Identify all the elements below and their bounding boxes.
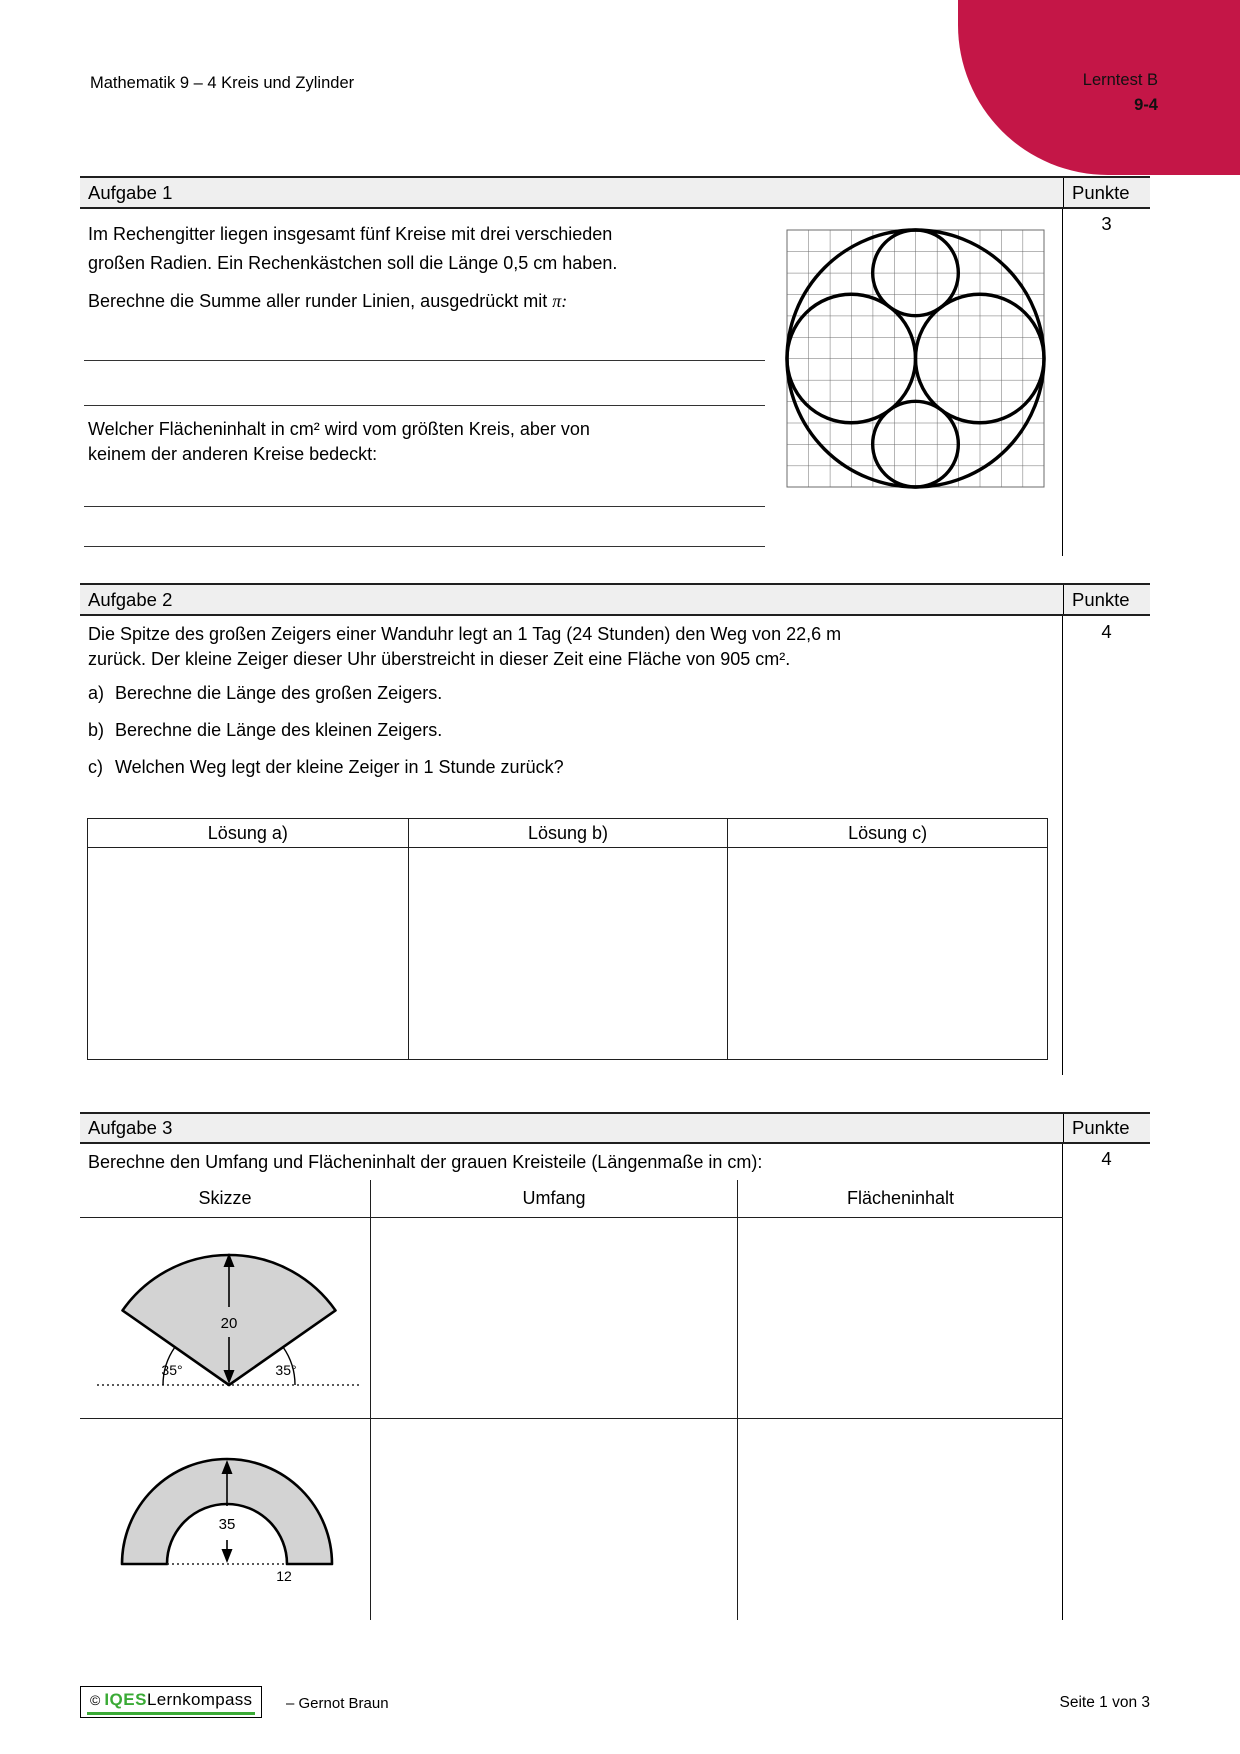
solution-cell-a	[88, 848, 408, 1059]
radius-label: 20	[220, 1315, 238, 1332]
task2-item-a	[88, 681, 442, 705]
answer-line	[84, 506, 765, 507]
flaeche-cell-row1	[737, 1218, 1063, 1419]
width-label: 12	[276, 1568, 292, 1584]
iqes-logo-black: Lernkompass	[146, 1690, 253, 1709]
task3-points-label: Punkte	[1063, 1114, 1150, 1142]
item-text: Berechne die Länge des großen Zeigers.	[115, 683, 443, 703]
column-header-skizze: Skizze	[80, 1180, 370, 1218]
column-header-flaecheninhalt: Flächeninhalt	[737, 1180, 1063, 1218]
task2-points-divider	[1062, 616, 1063, 1075]
author-credit: – Gernot Braun	[286, 1695, 389, 1712]
task1-points-value: 3	[1101, 213, 1112, 234]
copyright-symbol: ©	[90, 1692, 101, 1708]
solution-header-a: Lösung a)	[88, 819, 408, 848]
umfang-cell-row2	[370, 1419, 737, 1620]
test-code: 9-4	[1134, 96, 1158, 114]
task2-item-b	[88, 718, 442, 742]
solution-header-c: Lösung c)	[727, 819, 1047, 848]
pi-symbol: π:	[552, 291, 568, 311]
solution-cell-b	[408, 848, 728, 1059]
circle-grid-figure	[784, 227, 1047, 490]
angle-label-right: 35°	[275, 1362, 297, 1378]
document-title: Mathematik 9 – 4 Kreis und Zylinder	[90, 74, 355, 92]
item-text: Berechne die Länge des kleinen Zeigers.	[115, 720, 443, 740]
task3-points-value: 4	[1101, 1148, 1112, 1169]
task2-points-value: 4	[1101, 621, 1112, 642]
test-version-label: Lerntest B	[1082, 71, 1158, 89]
test-badge	[958, 0, 1240, 175]
answer-line	[84, 546, 765, 547]
item-text: Welchen Weg legt der kleine Zeiger in 1 Stunde zurück?	[115, 757, 564, 777]
solution-cell-c	[727, 848, 1047, 1059]
solution-table	[87, 818, 1048, 1060]
task3-intro: Berechne den Umfang und Flächeninhalt der grauen Kreisteile (Längenmaße in cm):	[88, 1152, 763, 1172]
iqes-logo-green: IQES	[104, 1690, 147, 1709]
task2-title: Aufgabe 2	[88, 588, 173, 610]
item-label: a)	[88, 683, 105, 703]
item-label: c)	[88, 757, 103, 777]
task1-points-divider	[1062, 209, 1063, 556]
task2-intro-line2: zurück. Der kleine Zeiger dieser Uhr überstreicht in dieser Zeit eine Fläche von 905 cm².	[88, 649, 791, 669]
flaeche-cell-row2	[737, 1419, 1063, 1620]
task2-item-c	[88, 755, 564, 779]
test-badge-text	[1083, 68, 1158, 118]
task1-header-band	[80, 176, 1150, 209]
task2-header-band	[80, 583, 1150, 616]
height-label: 35	[218, 1516, 236, 1533]
task1-paragraph-line1: Im Rechengitter liegen insgesamt fünf Kreise mit drei verschieden	[88, 224, 613, 244]
page-indicator: Seite 1 von 3	[1059, 1694, 1150, 1711]
angle-label-left: 35°	[161, 1362, 183, 1378]
task3-title: Aufgabe 3	[88, 1117, 173, 1138]
solution-header-b: Lösung b)	[408, 819, 728, 848]
task1-question2-line2: keinem der anderen Kreise bedeckt:	[88, 444, 378, 464]
item-label: b)	[88, 720, 105, 740]
sector-sketch	[97, 1245, 361, 1391]
answer-line	[84, 360, 765, 361]
logo-green-bar	[87, 1712, 255, 1715]
column-header-umfang: Umfang	[370, 1180, 737, 1218]
task2-intro-line1: Die Spitze des großen Zeigers einer Wanduhr legt an 1 Tag (24 Stunden) den Weg von 22,6 m	[88, 624, 842, 644]
iqes-logo	[80, 1686, 262, 1718]
task1-paragraph-line2: großen Radien. Ein Rechenkästchen soll die Länge 0,5 cm haben.	[88, 253, 618, 273]
arrowhead-down	[222, 1549, 233, 1563]
task2-points-label: Punkte	[1063, 585, 1150, 614]
task3-header-band	[80, 1112, 1150, 1144]
task1-title: Aufgabe 1	[88, 181, 173, 203]
task1-question1: Berechne die Summe aller runder Linien, ausgedrückt mit π:	[88, 291, 568, 311]
answer-line	[84, 405, 765, 406]
task1-question2-line1: Welcher Flächeninhalt in cm² wird vom größten Kreis, aber von	[88, 419, 590, 439]
arch-sketch	[112, 1452, 342, 1587]
task1-points-label: Punkte	[1063, 178, 1150, 207]
umfang-cell-row1	[370, 1218, 737, 1419]
